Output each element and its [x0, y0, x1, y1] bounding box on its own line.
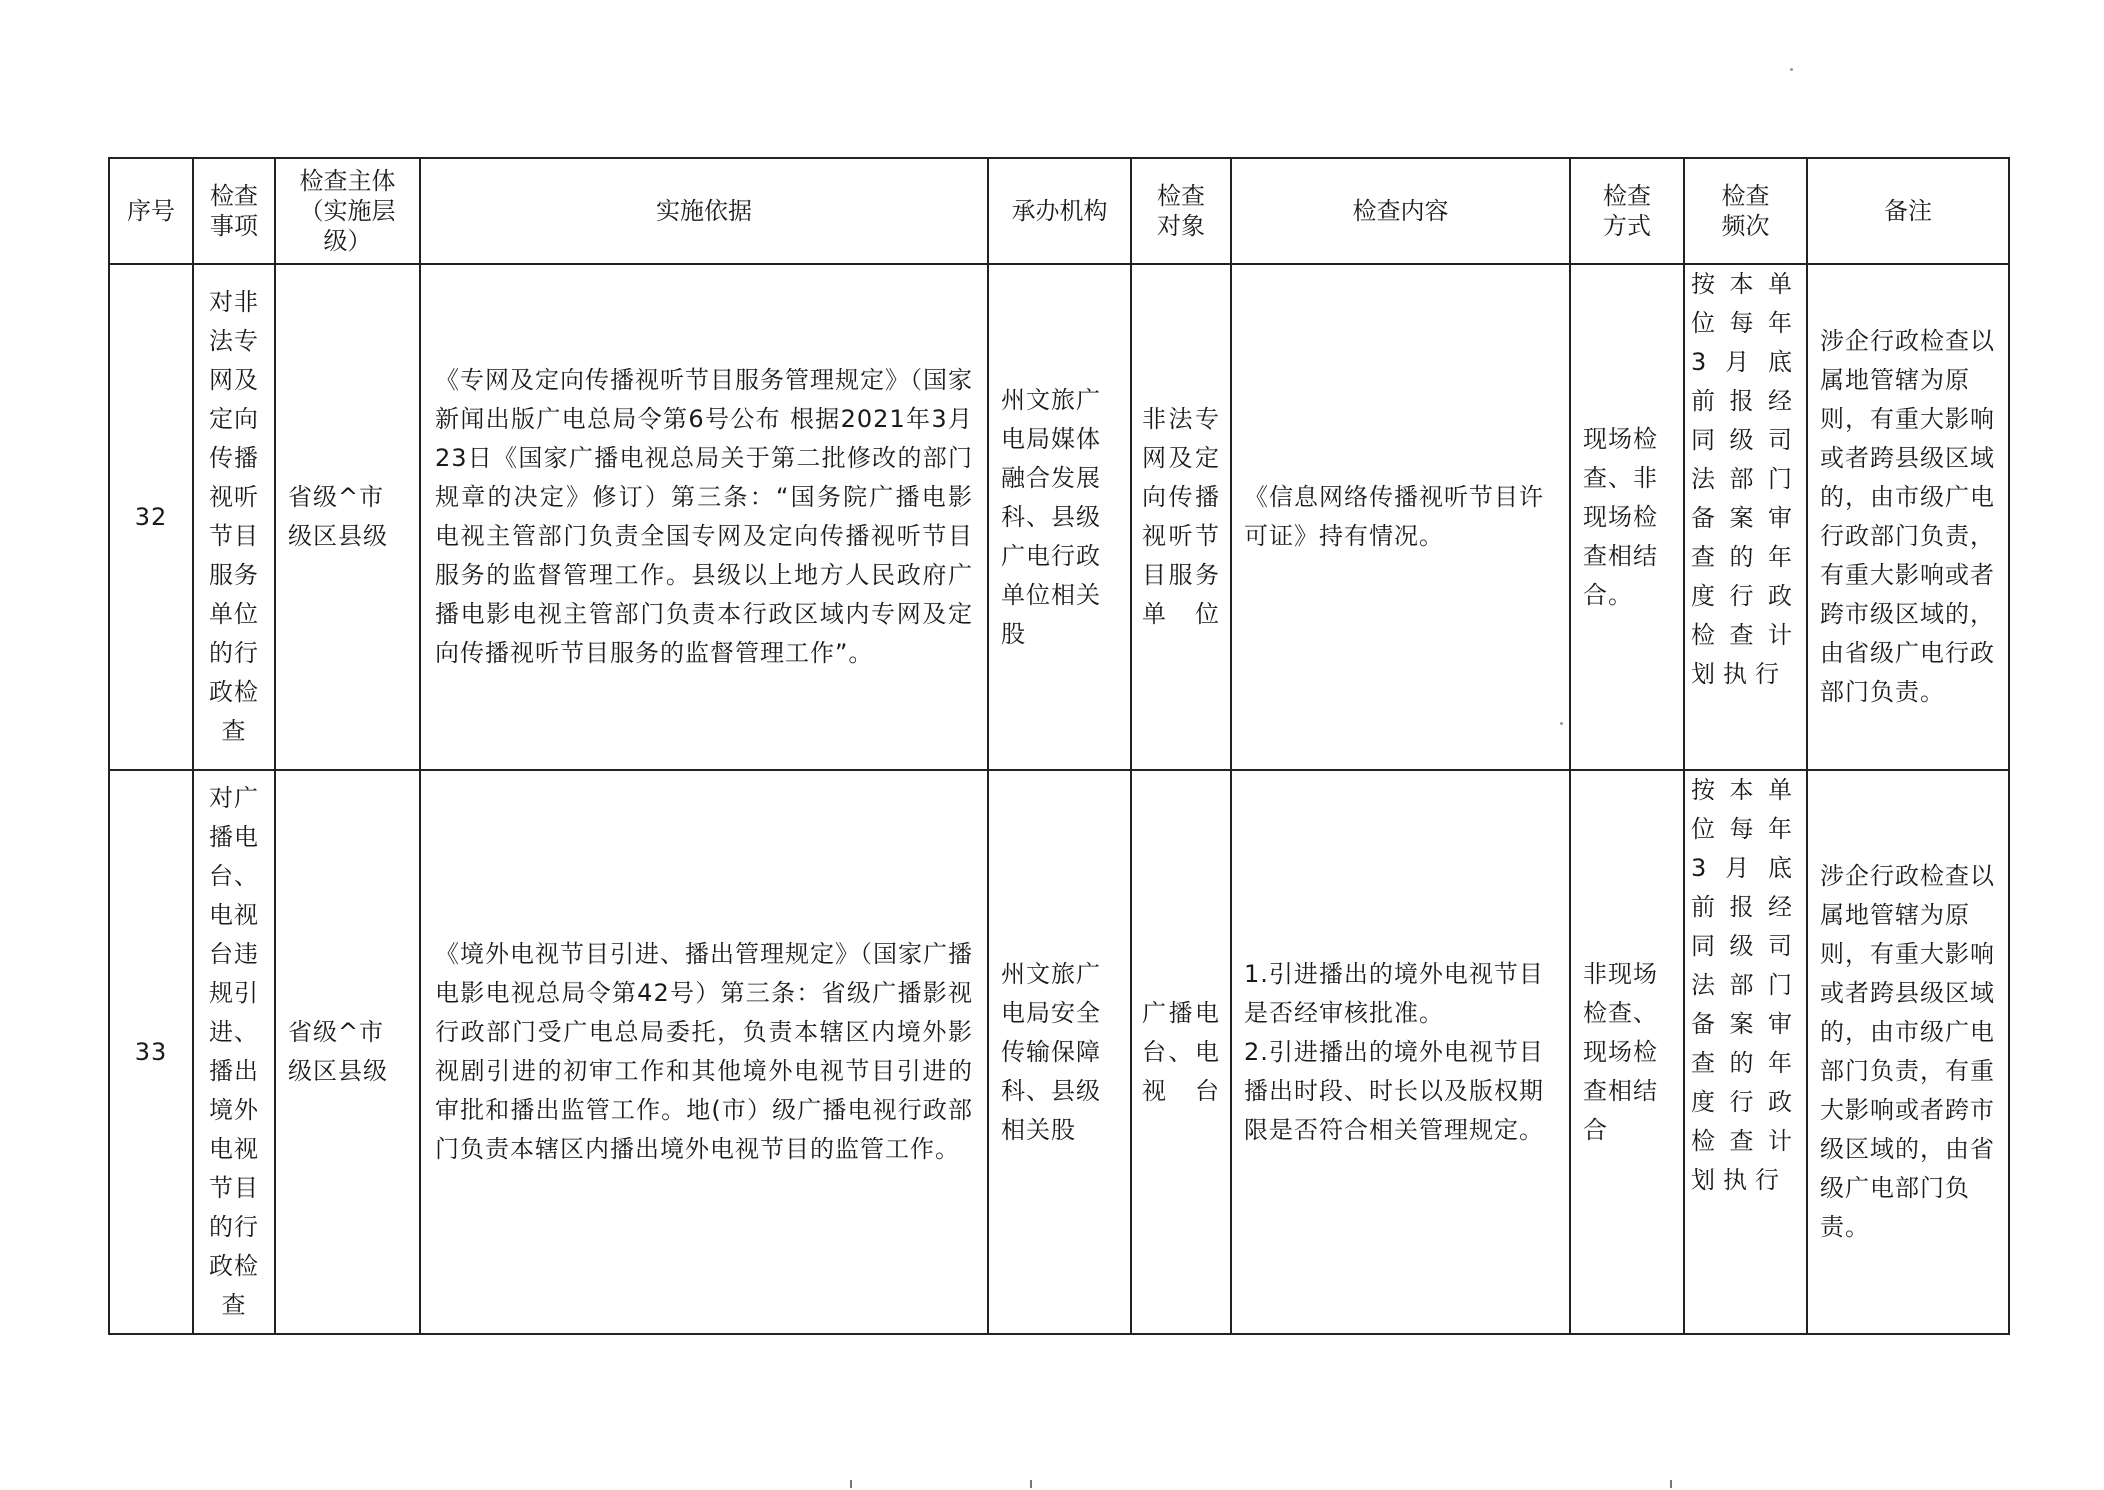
row-item: 对非法专网及定向传播视听节目服务单位的行政检查	[193, 264, 275, 770]
row-agency: 州文旅广电局安全传输保障科、县级相关股	[988, 770, 1131, 1334]
row-subject: 省级^市级区县级	[275, 264, 420, 770]
row-target	[1131, 264, 1231, 770]
header-basis: 实施依据	[420, 158, 988, 264]
header-subject: 检查主体（实施层级）	[275, 158, 420, 264]
row-seq: 32	[109, 264, 193, 770]
row-seq: 33	[109, 770, 193, 1334]
row-method: 非现场检查、现场检查相结合	[1570, 770, 1684, 1334]
row-subject: 省级^市级区县级	[275, 770, 420, 1334]
scan-speck	[1560, 722, 1563, 725]
table-row	[109, 264, 2009, 770]
row-content: 《信息网络传播视听节目许可证》持有情况。	[1231, 264, 1570, 770]
header-item: 检查事项	[193, 158, 275, 264]
row-frequency: 按本单位每年3月底前报经同级司法部门备案审查的年度行政检查计划执行	[1684, 264, 1807, 770]
row-target-text: 非法专网及定向传播视听节目服务单位	[1142, 405, 1220, 628]
row-method: 现场检查、非现场检查相结合。	[1570, 264, 1684, 770]
row-remark: 涉企行政检查以属地管辖为原则，有重大影响或者跨县级区域的，由市级广电行政部门负责，有重大影响或者跨市级区域的，由省级广电行政部门负责。	[1807, 264, 2009, 770]
scan-edge-mark	[1030, 1480, 1032, 1488]
inspection-table	[108, 157, 2010, 1335]
scan-edge-mark	[1670, 1480, 1672, 1488]
row-target	[1131, 770, 1231, 1334]
header-content: 检查内容	[1231, 158, 1570, 264]
row-basis: 《专网及定向传播视听节目服务管理规定》（国家新闻出版广电总局令第6号公布 根据2021年3月23日《国家广播电视总局关于第二批修改的部门规章的决定》修订）第三条：“国务院广播电影电视主管部门负责全国专网及定向传播视听节目服务的监督管理工作。县级以上地方人民政府广播电影电视主管部门负责本行政区域内专网及定向传播视听节目服务的监督管理工作”。	[420, 264, 988, 770]
scan-edge-mark	[850, 1480, 852, 1488]
row-item: 对广播电台、电视台违规引进、播出境外电视节目的行政检查	[193, 770, 275, 1334]
row-basis: 《境外电视节目引进、播出管理规定》（国家广播电影电视总局令第42号）第三条：省级广播影视行政部门受广电总局委托，负责本辖区内境外影视剧引进的初审工作和其他境外电视节目引进的审批和播出监管工作。地(市）级广播电视行政部门负责本辖区内播出境外电视节目的监管工作。	[420, 770, 988, 1334]
row-remark: 涉企行政检查以属地管辖为原则，有重大影响或者跨县级区域的，由市级广电部门负责，有重大影响或者跨市级区域的，由省级广电部门负责。	[1807, 770, 2009, 1334]
table-row	[109, 770, 2009, 1334]
header-target: 检查对象	[1131, 158, 1231, 264]
header-seq: 序号	[109, 158, 193, 264]
header-remark: 备注	[1807, 158, 2009, 264]
header-method: 检查方式	[1570, 158, 1684, 264]
header-agency: 承办机构	[988, 158, 1131, 264]
header-frequency: 检查频次	[1684, 158, 1807, 264]
row-frequency: 按本单位每年3月底前报经同级司法部门备案审查的年度行政检查计划执行	[1684, 770, 1807, 1334]
scan-speck	[1790, 68, 1793, 71]
header-row	[109, 158, 2009, 264]
row-target-text: 广播电台、电视台	[1142, 998, 1220, 1105]
row-content: 1.引进播出的境外电视节目是否经审核批准。 2.引进播出的境外电视节目播出时段、时长以及版权期限是否符合相关管理规定。	[1231, 770, 1570, 1334]
row-agency: 州文旅广电局媒体融合发展科、县级广电行政单位相关股	[988, 264, 1131, 770]
